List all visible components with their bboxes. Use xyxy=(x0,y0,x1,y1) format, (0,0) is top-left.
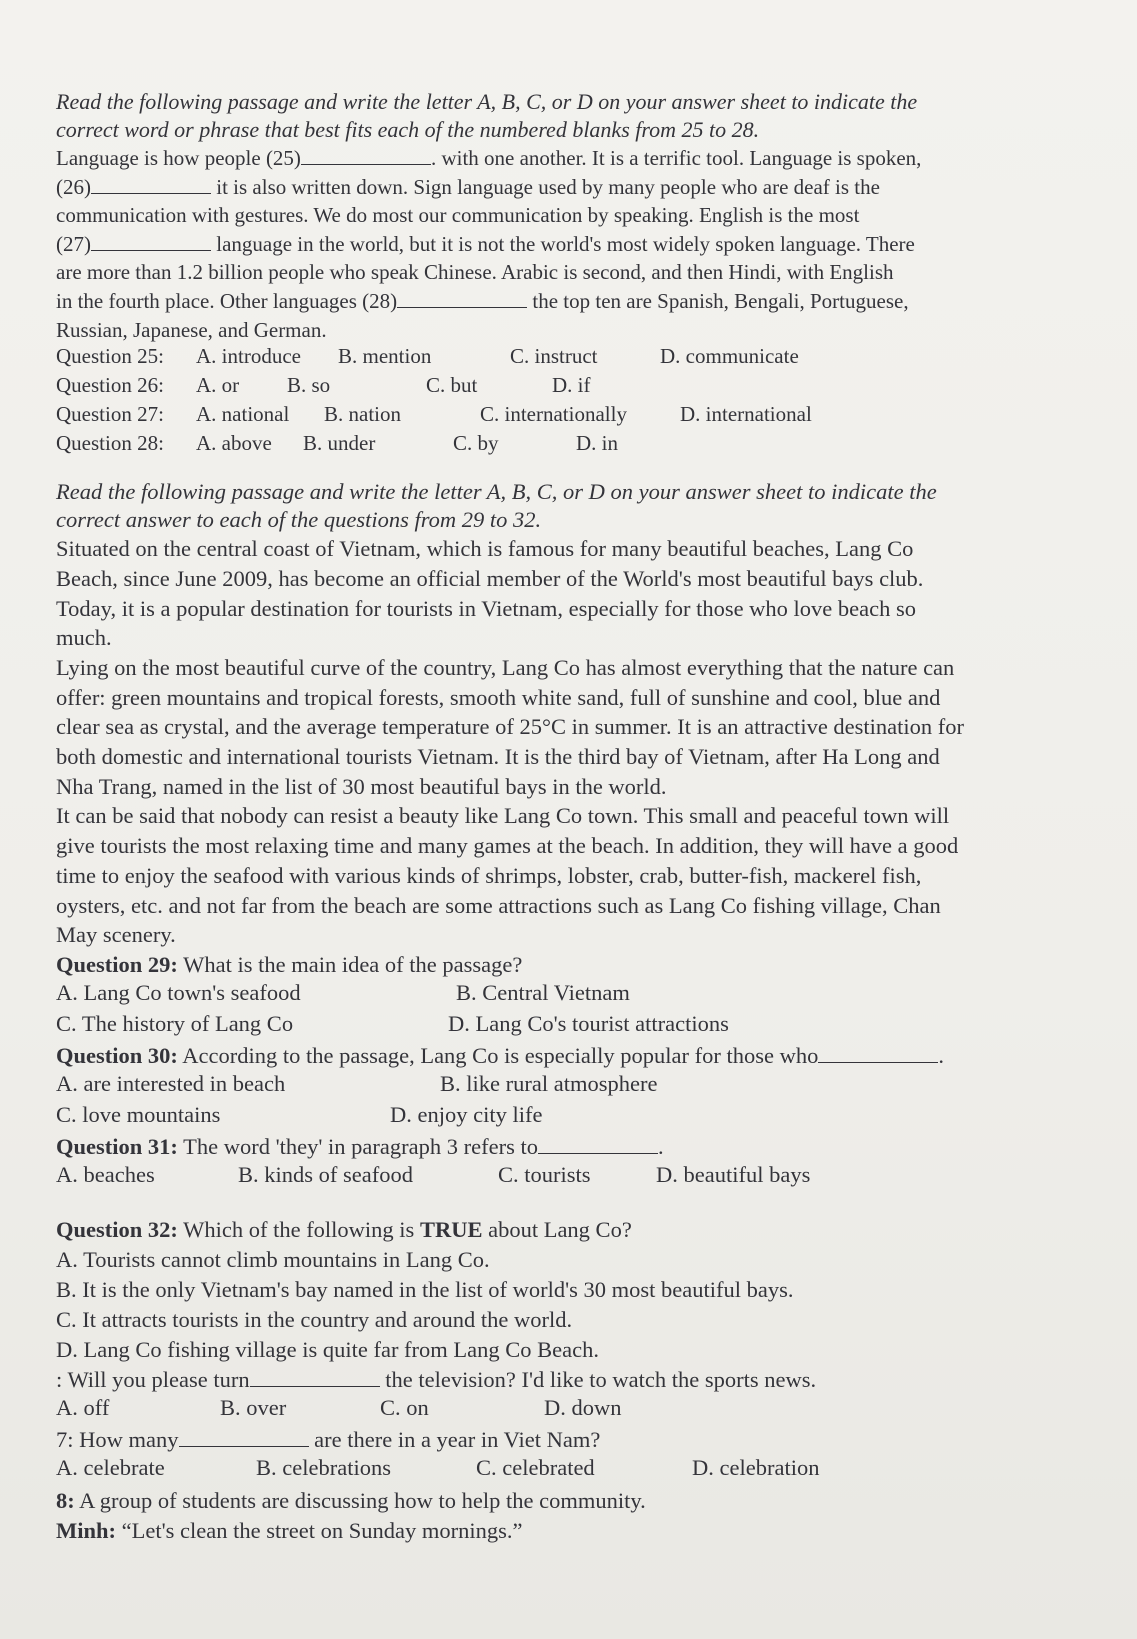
passage2-line: clear sea as crystal, and the average temperature of 25°C in summer. It is an attractive destination for xyxy=(56,714,965,740)
section2-instruction-line2: correct answer to each of the questions from 29 to 32. xyxy=(56,507,542,533)
passage2-line: offer: green mountains and tropical forests, smooth white sand, full of sunshine and cool, blue and xyxy=(56,684,941,710)
blank-25 xyxy=(301,146,431,165)
passage2-line: Nha Trang, named in the list of 30 most beautiful bays in the world. xyxy=(56,773,667,799)
passage1-line: (26) it is also written down. Sign language used by many people who are deaf is the xyxy=(56,174,880,199)
question-32-option-c: C. It attracts tourists in the country and around the world. xyxy=(56,1306,573,1332)
section1-instruction-line2: correct word or phrase that best fits each of the numbered blanks from 25 to 28. xyxy=(56,117,760,142)
question-32-option-b: B. It is the only Vietnam's bay named in the list of world's 30 most beautiful bays. xyxy=(56,1276,794,1302)
question-31-stem: Question 31: The word 'they' in paragraph 3 refers to . xyxy=(56,1134,664,1159)
question-25-options: Question 25: A. introduce B. mention C. instruct D. communicate xyxy=(56,344,799,369)
blank-28 xyxy=(397,289,527,308)
section2-instruction-line1: Read the following passage and write the letter A, B, C, or D on your answer sheet to indicate the xyxy=(56,479,937,505)
spacer xyxy=(56,1193,1097,1215)
passage2-line: much. xyxy=(56,625,112,651)
question-8-stem: 8: A group of students are discussing how to help the community. xyxy=(56,1487,646,1513)
passage1-line: (27) language in the world, but it is not the world's most widely spoken language. There xyxy=(56,231,915,256)
passage2-line: Today, it is a popular destination for tourists in Vietnam, especially for those who love beach so xyxy=(56,595,917,621)
passage1-line: Russian, Japanese, and German. xyxy=(56,317,327,342)
question-7-stem: 7: How many are there in a year in Viet Nam? xyxy=(56,1427,601,1452)
blank-27 xyxy=(91,232,211,251)
question-32-option-d: D. Lang Co fishing village is quite far from Lang Co Beach. xyxy=(56,1336,599,1362)
question-28-options: Question 28: A. above B. under C. by D. in xyxy=(56,431,618,456)
passage1-line: in the fourth place. Other languages (28) the top ten are Spanish, Bengali, Portuguese, xyxy=(56,288,909,313)
passage2-line: oysters, etc. and not far from the beach are some attractions such as Lang Co fishing village, Chan xyxy=(56,892,941,918)
question-31-options: A. beaches B. kinds of seafood C. tourists D. beautiful bays xyxy=(56,1162,811,1187)
question-32-option-a: A. Tourists cannot climb mountains in Lang Co. xyxy=(56,1246,490,1272)
question-30-options-cd: C. love mountains D. enjoy city life xyxy=(56,1101,543,1127)
question-29-options-ab: A. Lang Co town's seafood B. Central Vietnam xyxy=(56,980,630,1005)
passage1-line: Language is how people (25) . with one another. It is a terrific tool. Language is spoken, xyxy=(56,146,922,170)
passage1-line: are more than 1.2 billion people who speak Chinese. Arabic is second, and then Hindi, with English xyxy=(56,260,894,285)
question-30-options-ab: A. are interested in beach B. like rural atmosphere xyxy=(56,1071,658,1096)
passage2-line: Lying on the most beautiful curve of the country, Lang Co has almost everything that the nature can xyxy=(56,654,955,680)
blank-31 xyxy=(538,1135,658,1154)
blank-turn xyxy=(250,1368,380,1387)
blank-7 xyxy=(179,1428,309,1447)
passage2-line: both domestic and international tourists Vietnam. It is the third bay of Vietnam, after Ha Long and xyxy=(56,744,940,770)
dialogue-minh: Minh: “Let's clean the street on Sunday mornings.” xyxy=(56,1517,523,1543)
passage2-line: time to enjoy the seafood with various kinds of shrimps, lobster, crab, butter-fish, mackerel fish, xyxy=(56,862,922,888)
passage2-line: It can be said that nobody can resist a beauty like Lang Co town. This small and peaceful town will xyxy=(56,803,950,829)
question-27-options: Question 27: A. national B. nation C. internationally D. international xyxy=(56,402,812,427)
passage2-line: Beach, since June 2009, has become an official member of the World's most beautiful bays club. xyxy=(56,565,924,591)
question-29-stem: Question 29: What is the main idea of the passage? xyxy=(56,952,523,977)
question-30-stem: Question 30: According to the passage, Lang Co is especially popular for those who . xyxy=(56,1043,944,1068)
question-7-options: A. celebrate B. celebrations C. celebrated D. celebration xyxy=(56,1455,820,1480)
question-26-options: Question 26: A. or B. so C. but D. if xyxy=(56,373,591,398)
spacer xyxy=(56,460,1097,478)
passage2-line: May scenery. xyxy=(56,922,176,948)
question-32-stem: Question 32: Which of the following is TRUE about Lang Co? xyxy=(56,1216,632,1242)
passage2-line: give tourists the most relaxing time and many games at the beach. In addition, they will have a good xyxy=(56,833,959,859)
section1-instruction-line1: Read the following passage and write the letter A, B, C, or D on your answer sheet to indicate the xyxy=(56,89,918,114)
question-turn-stem: : Will you please turn the television? I'd like to watch the sports news. xyxy=(56,1366,817,1392)
passage2-line: Situated on the central coast of Vietnam, which is famous for many beautiful beaches, Lang Co xyxy=(56,536,914,562)
blank-30 xyxy=(818,1044,938,1063)
passage1-line: communication with gestures. We do most our communication by speaking. English is the most xyxy=(56,203,860,228)
blank-26 xyxy=(91,175,211,194)
question-turn-options: A. off B. over C. on D. down xyxy=(56,1394,622,1420)
question-29-options-cd: C. The history of Lang Co D. Lang Co's tourist attractions xyxy=(56,1010,729,1036)
